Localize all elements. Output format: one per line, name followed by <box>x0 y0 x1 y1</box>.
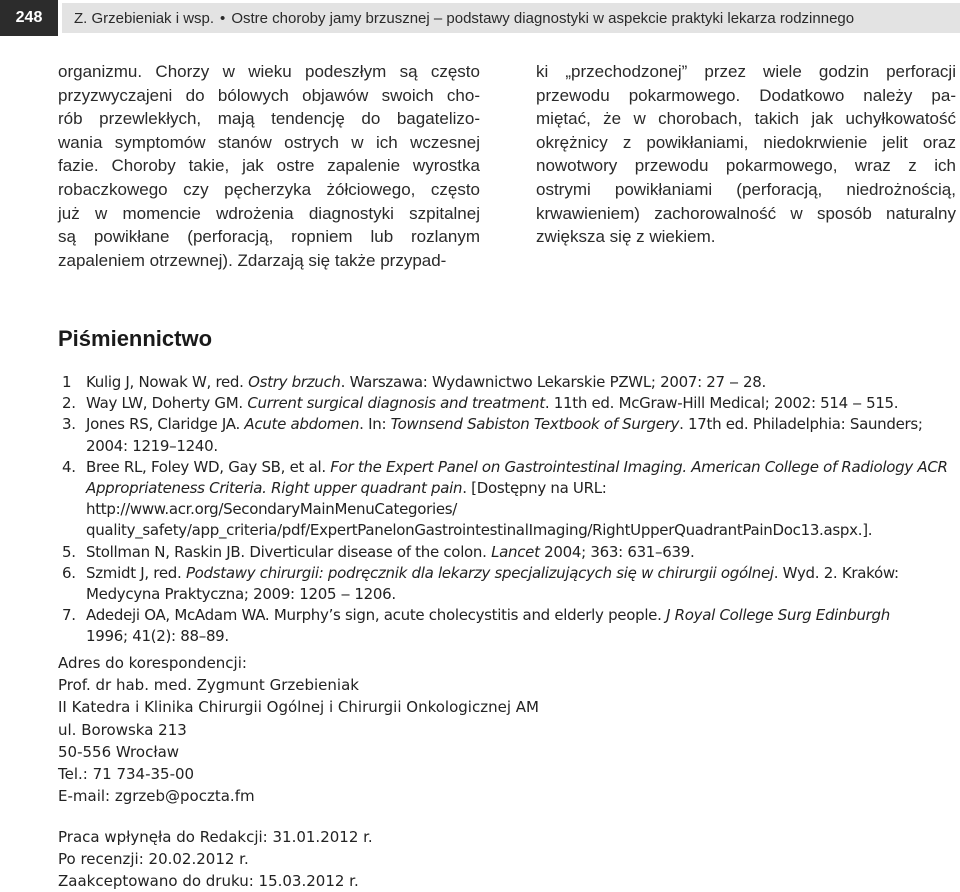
reference-number: 5. <box>62 542 76 561</box>
correspondence-address <box>58 652 539 807</box>
body-text-line: robaczkowego czy pęcherzyka żółciowego, często <box>58 179 480 199</box>
date-received: Praca wpłynęła do Redakcji: 31.01.2012 r. <box>58 828 373 846</box>
reference-text <box>86 393 957 414</box>
reference-text <box>86 372 957 393</box>
reference-segment: . Warszawa: Wydawnictwo Lekarskie PZWL; 2007: 27 ‒ 28. <box>340 373 766 391</box>
body-text-line: miętać, że w chorobach, takich jak uchyłkowatość <box>536 109 956 129</box>
reference-italic-segment: Ostry brzuch <box>248 373 341 391</box>
reference-segment: Szmidt J, red. <box>86 563 186 582</box>
body-text-line: wania symptomów stanów ostrych w ich wczesnej <box>58 132 480 152</box>
reference-line <box>86 478 957 520</box>
reference-text <box>86 563 957 605</box>
reference-item <box>62 457 957 542</box>
reference-number: 2. <box>62 394 76 413</box>
reference-line <box>86 372 957 393</box>
body-text-line: organizmu. Chorzy w wieku podeszłym są często <box>58 62 480 81</box>
reference-line <box>86 626 957 647</box>
reference-text <box>86 542 957 563</box>
body-text-line: okrężnicy z powikłaniami, niedokrwienie jelit oraz <box>536 132 956 152</box>
reference-line <box>86 584 957 605</box>
reference-number: 6. <box>62 563 76 582</box>
reference-line <box>86 520 957 541</box>
reference-segment: 1996; 41(2): 88–89. <box>86 627 229 646</box>
body-text-line: ostrymi powikłaniami (perforacją, niedrożnością, <box>536 179 956 199</box>
address-street: ul. Borowska 213 <box>58 720 187 739</box>
address-label: Adres do korespondencji: <box>58 654 247 672</box>
reference-segment: Bree RL, Foley WD, Gay SB, et al. <box>86 457 331 476</box>
reference-number: 4. <box>62 457 76 476</box>
reference-italic-segment: Lancet <box>491 542 540 561</box>
body-text-line: są powikłane (perforacją, ropniem lub rozlanym <box>58 227 480 247</box>
reference-number: 7. <box>62 606 76 625</box>
reference-segment: Adedeji OA, McAdam WA. Murphy’s sign, acute cholecystitis and elderly people. <box>86 606 667 625</box>
references-list <box>62 372 957 648</box>
reference-segment: . Wyd. 2. Kraków: <box>773 563 899 582</box>
reference-segment: Way LW, Doherty GM. <box>86 394 248 413</box>
reference-line <box>86 542 957 563</box>
reference-italic-segment: Podstawy chirurgii: podręcznik dla lekarzy specjalizujących się w chirurgii ogólnej <box>185 563 774 582</box>
body-text-line: rób przewlekłych, mają tendencję do bagatelizo- <box>58 109 480 129</box>
reference-text <box>86 457 957 542</box>
reference-item <box>62 393 957 414</box>
body-text-line: przewodu pokarmowego. Dodatkowo należy pa- <box>536 85 956 105</box>
running-title <box>62 3 960 33</box>
article-dates <box>58 826 373 892</box>
date-accepted: Zaakceptowano do druku: 15.03.2012 r. <box>58 872 359 890</box>
reference-line <box>86 457 957 478</box>
body-text-line: zwiększa się z wiekiem. <box>536 227 716 247</box>
reference-segment: 2004; 363: 631–639. <box>539 542 695 561</box>
body-text-line: zapaleniem otrzewnej). Zdarzają się także przypad- <box>58 250 447 270</box>
running-title-bullet: • <box>220 9 226 27</box>
reference-item <box>62 414 957 456</box>
reference-item <box>62 563 957 605</box>
date-reviewed: Po recenzji: 20.02.2012 r. <box>58 850 249 868</box>
reference-item <box>62 372 957 393</box>
address-city: 50-556 Wrocław <box>58 742 180 761</box>
body-text-line: nowotwory przewodu pokarmowego, wraz z ich <box>536 156 956 176</box>
reference-italic-segment: Appropriateness Criteria. Right upper quadrant pain <box>86 479 463 498</box>
running-title-authors: Z. Grzebieniak i wsp. <box>74 9 215 27</box>
body-text-line: ki „przechodzonej” przez wiele godzin perforacji <box>536 62 956 81</box>
reference-line <box>86 393 957 414</box>
reference-item <box>62 542 957 563</box>
reference-line <box>86 414 957 435</box>
reference-segment: 2004: 1219–1240. <box>86 436 218 455</box>
address-name: Prof. dr hab. med. Zygmunt Grzebieniak <box>58 676 359 695</box>
reference-segment: . 17th ed. Philadelphia: Saunders; <box>679 415 923 434</box>
reference-line <box>86 436 957 457</box>
address-phone: Tel.: 71 734-35-00 <box>58 765 195 784</box>
reference-item <box>62 605 957 647</box>
reference-segment: Medycyna Praktyczna; 2009: 1205 ‒ 1206. <box>86 585 396 604</box>
reference-segment: . 11th ed. McGraw-Hill Medical; 2002: 514 ‒ 515. <box>544 394 899 413</box>
reference-segment: . In: <box>359 415 391 434</box>
reference-segment: quality_safety/app_criteria/pdf/ExpertPanelonGastrointestinalImaging/RightUpperQuadrantPainDoc13.aspx.]. <box>86 521 873 540</box>
reference-italic-segment: Acute abdomen <box>244 415 360 434</box>
reference-segment: . [Dostępny na URL: http://www.acr.org/SecondaryMainMenuCategories/ <box>86 479 607 519</box>
reference-number: 1 <box>62 373 72 391</box>
body-text-line: fazie. Choroby takie, jak ostre zapalenie wyrostka <box>58 156 480 176</box>
reference-text <box>86 605 957 647</box>
address-email: E-mail: zgrzeb@poczta.fm <box>58 787 255 806</box>
body-column-left <box>58 60 480 272</box>
reference-italic-segment: Townsend Sabiston Textbook of Surgery <box>390 415 680 434</box>
page-header <box>0 0 960 36</box>
reference-text <box>86 414 957 456</box>
reference-number: 3. <box>62 415 76 434</box>
body-text-line: już w momencie wdrożenia diagnostyki szpitalnej <box>58 203 480 223</box>
body-text-line: krwawieniem) zachorowalność w sposób naturalny <box>536 203 956 223</box>
page-number: 248 <box>0 0 58 36</box>
reference-segment: Kulig J, Nowak W, red. <box>86 373 249 391</box>
reference-line <box>86 563 957 584</box>
reference-italic-segment: For the Expert Panel on Gastrointestinal Imaging. American College of Radiology ACR <box>330 457 948 476</box>
address-department: II Katedra i Klinika Chirurgii Ogólnej i Chirurgii Onkologicznej AM <box>58 698 539 717</box>
running-title-text: Ostre choroby jamy brzusznej – podstawy diagnostyki w aspekcie praktyki lekarza rodzinnego <box>231 9 855 27</box>
body-column-right <box>536 60 956 249</box>
references-heading: Piśmiennictwo <box>58 326 213 351</box>
reference-italic-segment: Current surgical diagnosis and treatment <box>247 394 545 413</box>
reference-line <box>86 605 957 626</box>
body-text-line: przyzwyczajeni do bólowych objawów swoich cho- <box>58 85 480 105</box>
reference-segment: Stollman N, Raskin JB. Diverticular disease of the colon. <box>86 542 492 561</box>
reference-segment: Jones RS, Claridge JA. <box>86 415 245 434</box>
reference-italic-segment: J Royal College Surg Edinburgh <box>666 606 890 625</box>
